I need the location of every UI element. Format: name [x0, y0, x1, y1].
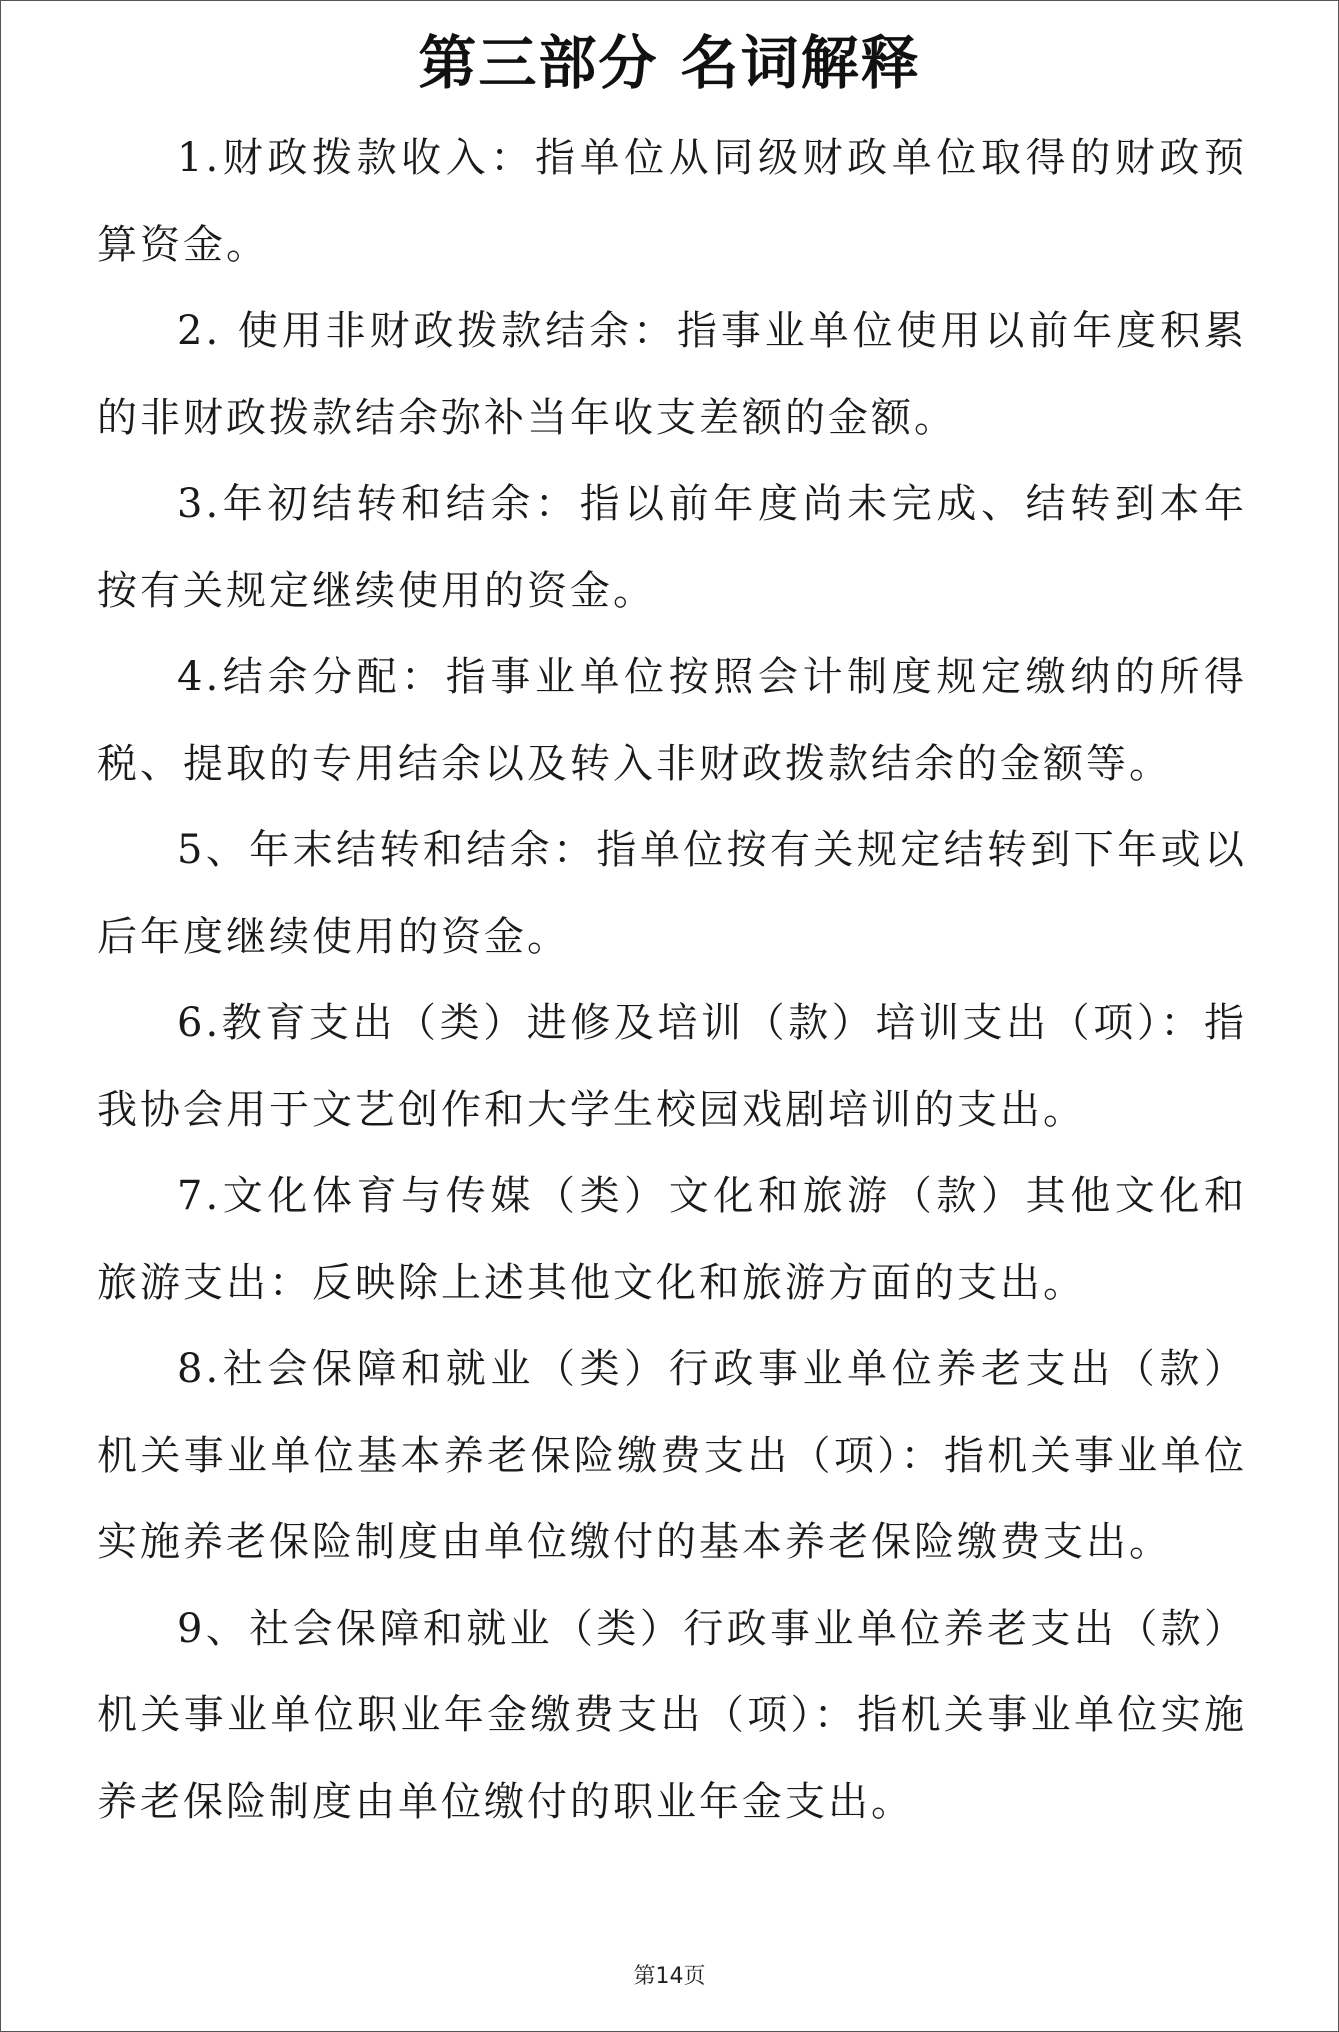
definition-paragraph-5: 5、年末结转和结余：指单位按有关规定结转到下年或以后年度继续使用的资金。	[97, 827, 1247, 960]
page-title: 第三部分 名词解释	[418, 29, 921, 97]
definition-paragraph-4: 4.结余分配：指事业单位按照会计制度规定缴纳的所得税、提取的专用结余以及转入非财政拨款结余的金额等。	[97, 654, 1247, 787]
definition-paragraph-2: 2. 使用非财政拨款结余：指事业单位使用以前年度积累的非财政拨款结余弥补当年收支差额的金额。	[97, 308, 1247, 441]
page-number: 第14页	[633, 1964, 706, 1989]
definition-paragraph-6: 6.教育支出（类）进修及培训（款）培训支出（项）：指我协会用于文艺创作和大学生校园戏剧培训的支出。	[97, 1000, 1247, 1133]
definition-paragraph-1: 1.财政拨款收入：指单位从同级财政单位取得的财政预算资金。	[97, 135, 1247, 268]
definition-paragraph-3: 3.年初结转和结余：指以前年度尚未完成、结转到本年按有关规定继续使用的资金。	[97, 481, 1247, 614]
definition-paragraph-8: 8.社会保障和就业（类）行政事业单位养老支出（款）机关事业单位基本养老保险缴费支出（项）：指机关事业单位实施养老保险制度由单位缴付的基本养老保险缴费支出。	[97, 1346, 1247, 1565]
definition-paragraph-9: 9、社会保障和就业（类）行政事业单位养老支出（款）机关事业单位职业年金缴费支出（项）：指机关事业单位实施养老保险制度由单位缴付的职业年金支出。	[97, 1605, 1247, 1825]
definition-paragraph-7: 7.文化体育与传媒（类）文化和旅游（款）其他文化和旅游支出：反映除上述其他文化和旅游方面的支出。	[97, 1173, 1247, 1306]
definitions-body	[97, 115, 1247, 1845]
